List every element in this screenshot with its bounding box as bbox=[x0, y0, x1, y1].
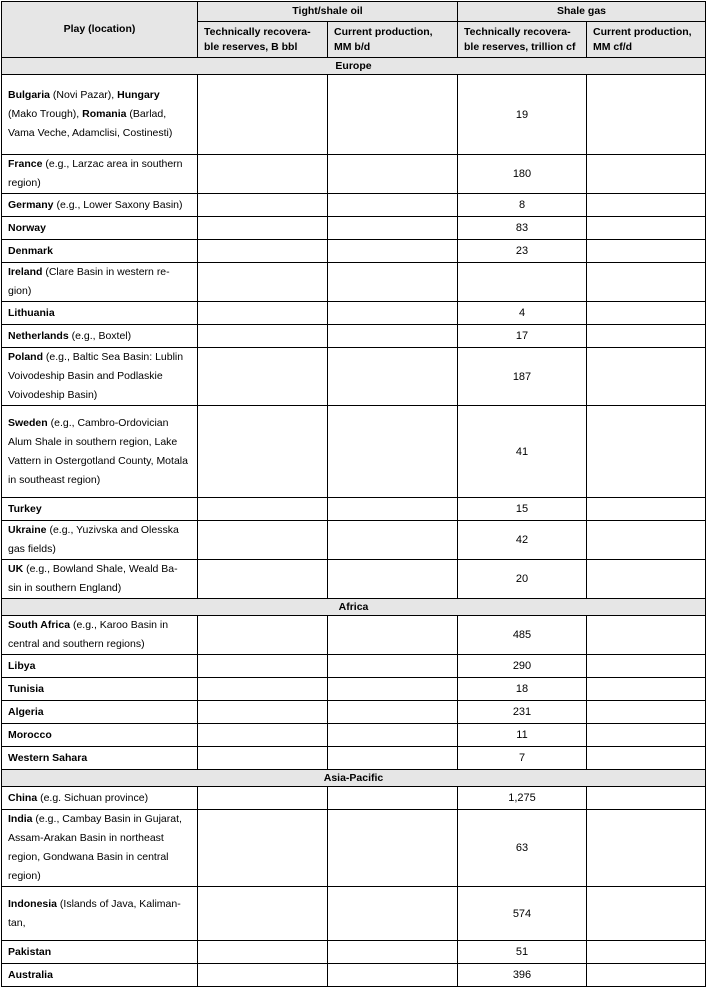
oil-production-cell bbox=[328, 240, 458, 263]
country-name: Libya bbox=[8, 659, 36, 672]
oil-production-cell bbox=[328, 701, 458, 724]
country-name: Pakistan bbox=[8, 945, 52, 958]
gas-reserves-cell: 15 bbox=[458, 498, 587, 521]
gas-production-cell bbox=[587, 302, 706, 325]
oil-production-cell bbox=[328, 678, 458, 701]
table-row bbox=[2, 887, 706, 941]
play-detail: (e.g., Lower Saxony Basin) bbox=[53, 198, 183, 211]
table-row bbox=[2, 263, 706, 302]
play-location-cell bbox=[2, 655, 198, 678]
table-row bbox=[2, 406, 706, 498]
oil-reserves-cell bbox=[198, 616, 328, 655]
table-body bbox=[2, 58, 706, 987]
oil-reserves-cell bbox=[198, 155, 328, 194]
play-location-cell bbox=[2, 155, 198, 194]
oil-production-cell bbox=[328, 964, 458, 987]
oil-reserves-cell bbox=[198, 787, 328, 810]
oil-production-cell bbox=[328, 810, 458, 887]
oil-reserves-cell bbox=[198, 724, 328, 747]
oil-production-cell bbox=[328, 887, 458, 941]
region-label: Asia-Pacific bbox=[2, 770, 706, 787]
play-location-cell bbox=[2, 747, 198, 770]
oil-production-cell bbox=[328, 498, 458, 521]
oil-reserves-cell bbox=[198, 75, 328, 155]
table-row bbox=[2, 348, 706, 406]
oil-production-cell bbox=[328, 560, 458, 599]
gas-production-cell bbox=[587, 406, 706, 498]
oil-production-cell bbox=[328, 217, 458, 240]
gas-production-cell bbox=[587, 498, 706, 521]
table-row bbox=[2, 964, 706, 987]
country-name: Indonesia bbox=[8, 897, 58, 910]
shale-reserves-table bbox=[1, 1, 706, 987]
gas-reserves-cell: 1,275 bbox=[458, 787, 587, 810]
gas-production-cell bbox=[587, 616, 706, 655]
oil-reserves-cell bbox=[198, 941, 328, 964]
country-name: Germany bbox=[8, 198, 54, 211]
play-location-cell bbox=[2, 217, 198, 240]
header-shale-gas: Shale gas bbox=[458, 2, 706, 22]
table-row bbox=[2, 616, 706, 655]
country-name: Morocco bbox=[8, 728, 52, 741]
gas-reserves-cell: 574 bbox=[458, 887, 587, 941]
table-row bbox=[2, 498, 706, 521]
gas-reserves-cell: 17 bbox=[458, 325, 587, 348]
gas-production-cell bbox=[587, 217, 706, 240]
play-detail: (Barlad, Vama Veche, Adamclisi, Costinesti) bbox=[8, 108, 173, 139]
play-location-cell bbox=[2, 560, 198, 599]
country-name: Turkey bbox=[8, 502, 42, 515]
play-detail: (e.g. Sichuan province) bbox=[37, 791, 149, 804]
gas-reserves-cell: 11 bbox=[458, 724, 587, 747]
region-row bbox=[2, 58, 706, 75]
oil-production-cell bbox=[328, 194, 458, 217]
play-detail: (e.g., Yuzivska and Olesska gas fields) bbox=[8, 524, 179, 555]
country-name: Romania bbox=[82, 108, 127, 120]
oil-reserves-cell bbox=[198, 560, 328, 599]
oil-reserves-cell bbox=[198, 217, 328, 240]
gas-production-cell bbox=[587, 655, 706, 678]
gas-reserves-cell: 4 bbox=[458, 302, 587, 325]
play-location-cell bbox=[2, 616, 198, 655]
gas-production-cell bbox=[587, 964, 706, 987]
play-detail: (e.g., Cambay Basin in Gujarat, Assam-Arakan Basin in northeast region, Gondwana Basin in central region) bbox=[8, 813, 182, 882]
oil-production-cell bbox=[328, 155, 458, 194]
gas-production-cell bbox=[587, 810, 706, 887]
oil-reserves-cell bbox=[198, 240, 328, 263]
gas-reserves-cell: 83 bbox=[458, 217, 587, 240]
header-tight-shale-oil: Tight/shale oil bbox=[198, 2, 458, 22]
oil-reserves-cell bbox=[198, 348, 328, 406]
gas-production-cell bbox=[587, 194, 706, 217]
oil-production-cell bbox=[328, 325, 458, 348]
oil-reserves-cell bbox=[198, 701, 328, 724]
gas-production-cell bbox=[587, 521, 706, 560]
play-detail: (e.g., Larzac area in southern region) bbox=[8, 158, 183, 189]
oil-production-cell bbox=[328, 941, 458, 964]
gas-reserves-cell: 19 bbox=[458, 75, 587, 155]
country-name: Western Sahara bbox=[8, 751, 88, 764]
gas-reserves-cell: 18 bbox=[458, 678, 587, 701]
gas-production-cell bbox=[587, 560, 706, 599]
gas-reserves-cell: 396 bbox=[458, 964, 587, 987]
play-location-cell bbox=[2, 887, 198, 941]
oil-production-cell bbox=[328, 747, 458, 770]
table-row bbox=[2, 678, 706, 701]
header-oil-reserves: Technically recovera-ble reserves, B bbl bbox=[198, 22, 328, 58]
play-location-cell bbox=[2, 521, 198, 560]
oil-reserves-cell bbox=[198, 678, 328, 701]
oil-production-cell bbox=[328, 521, 458, 560]
table-row bbox=[2, 240, 706, 263]
oil-reserves-cell bbox=[198, 325, 328, 348]
oil-production-cell bbox=[328, 302, 458, 325]
oil-reserves-cell bbox=[198, 406, 328, 498]
country-name: France bbox=[8, 158, 43, 170]
table-row bbox=[2, 194, 706, 217]
gas-reserves-cell: 41 bbox=[458, 406, 587, 498]
country-name: China bbox=[8, 791, 38, 804]
country-name: Denmark bbox=[8, 244, 53, 257]
gas-production-cell bbox=[587, 325, 706, 348]
table-row bbox=[2, 521, 706, 560]
play-detail: (e.g., Bowland Shale, Weald Ba-sin in southern England) bbox=[8, 563, 178, 594]
table-row bbox=[2, 155, 706, 194]
table-row bbox=[2, 787, 706, 810]
country-name: India bbox=[8, 813, 33, 825]
play-location-cell bbox=[2, 348, 198, 406]
oil-reserves-cell bbox=[198, 747, 328, 770]
play-detail: (Clare Basin in western re-gion) bbox=[8, 266, 170, 297]
play-location-cell bbox=[2, 325, 198, 348]
gas-production-cell bbox=[587, 941, 706, 964]
gas-production-cell bbox=[587, 701, 706, 724]
table-row bbox=[2, 810, 706, 887]
gas-production-cell bbox=[587, 724, 706, 747]
country-name: Australia bbox=[8, 968, 53, 981]
table-row bbox=[2, 655, 706, 678]
oil-reserves-cell bbox=[198, 887, 328, 941]
gas-reserves-cell: 8 bbox=[458, 194, 587, 217]
oil-reserves-cell bbox=[198, 521, 328, 560]
oil-production-cell bbox=[328, 724, 458, 747]
table-row bbox=[2, 701, 706, 724]
country-name: South Africa bbox=[8, 619, 71, 631]
table-row bbox=[2, 325, 706, 348]
gas-production-cell bbox=[587, 787, 706, 810]
gas-production-cell bbox=[587, 678, 706, 701]
play-detail: (e.g., Cambro-Ordovician Alum Shale in southern region, Lake Vattern in Ostergotland County, Motala in southeast region) bbox=[8, 416, 188, 486]
country-name: Hungary bbox=[117, 89, 160, 101]
oil-reserves-cell bbox=[198, 810, 328, 887]
gas-reserves-cell: 20 bbox=[458, 560, 587, 599]
header-oil-production: Current production, MM b/d bbox=[328, 22, 458, 58]
country-name: Norway bbox=[8, 221, 46, 234]
oil-production-cell bbox=[328, 787, 458, 810]
play-location-cell bbox=[2, 678, 198, 701]
play-detail: (e.g., Baltic Sea Basin: Lublin Voivodeship Basin and Podlaskie Voivodeship Basin) bbox=[8, 351, 184, 401]
table-row bbox=[2, 724, 706, 747]
oil-reserves-cell bbox=[198, 964, 328, 987]
oil-production-cell bbox=[328, 348, 458, 406]
gas-reserves-cell: 485 bbox=[458, 616, 587, 655]
country-name: Ukraine bbox=[8, 524, 47, 536]
oil-reserves-cell bbox=[198, 263, 328, 302]
oil-production-cell bbox=[328, 406, 458, 498]
region-label: Africa bbox=[2, 599, 706, 616]
country-name: Algeria bbox=[8, 705, 44, 718]
oil-production-cell bbox=[328, 616, 458, 655]
oil-reserves-cell bbox=[198, 302, 328, 325]
gas-reserves-cell: 23 bbox=[458, 240, 587, 263]
gas-reserves-cell: 231 bbox=[458, 701, 587, 724]
header-play-location: Play (location) bbox=[2, 2, 198, 58]
oil-production-cell bbox=[328, 263, 458, 302]
gas-production-cell bbox=[587, 263, 706, 302]
gas-reserves-cell: 290 bbox=[458, 655, 587, 678]
country-name: UK bbox=[8, 563, 24, 575]
gas-production-cell bbox=[587, 75, 706, 155]
table-row bbox=[2, 217, 706, 240]
play-location-cell bbox=[2, 75, 198, 155]
play-detail: (e.g., Karoo Basin in central and southern regions) bbox=[8, 619, 169, 650]
oil-reserves-cell bbox=[198, 194, 328, 217]
play-detail: (Islands of Java, Kaliman-tan, bbox=[8, 897, 181, 929]
gas-production-cell bbox=[587, 240, 706, 263]
play-location-cell bbox=[2, 498, 198, 521]
play-location-cell bbox=[2, 701, 198, 724]
oil-production-cell bbox=[328, 75, 458, 155]
play-detail: (e.g., Boxtel) bbox=[68, 329, 132, 342]
country-name: Poland bbox=[8, 351, 44, 363]
play-location-cell bbox=[2, 941, 198, 964]
play-location-cell bbox=[2, 964, 198, 987]
oil-reserves-cell bbox=[198, 498, 328, 521]
play-location-cell bbox=[2, 240, 198, 263]
play-location-cell bbox=[2, 302, 198, 325]
play-location-cell bbox=[2, 724, 198, 747]
country-name: Netherlands bbox=[8, 329, 69, 342]
header-gas-reserves: Technically recovera-ble reserves, trillion cf bbox=[458, 22, 587, 58]
table-row bbox=[2, 747, 706, 770]
gas-production-cell bbox=[587, 747, 706, 770]
gas-reserves-cell: 42 bbox=[458, 521, 587, 560]
table-row bbox=[2, 75, 706, 155]
play-location-cell bbox=[2, 810, 198, 887]
region-row bbox=[2, 770, 706, 787]
gas-reserves-cell bbox=[458, 263, 587, 302]
gas-reserves-cell: 180 bbox=[458, 155, 587, 194]
oil-production-cell bbox=[328, 655, 458, 678]
table-row bbox=[2, 941, 706, 964]
gas-reserves-cell: 7 bbox=[458, 747, 587, 770]
play-detail: (Novi Pazar), bbox=[50, 89, 118, 101]
region-label: Europe bbox=[2, 58, 706, 75]
country-name: Bulgaria bbox=[8, 89, 51, 101]
gas-production-cell bbox=[587, 155, 706, 194]
table-row bbox=[2, 302, 706, 325]
table-row bbox=[2, 560, 706, 599]
country-name: Lithuania bbox=[8, 306, 55, 319]
play-location-cell bbox=[2, 194, 198, 217]
region-row bbox=[2, 599, 706, 616]
gas-reserves-cell: 63 bbox=[458, 810, 587, 887]
gas-reserves-cell: 51 bbox=[458, 941, 587, 964]
header-row-1 bbox=[2, 2, 706, 22]
play-location-cell bbox=[2, 787, 198, 810]
play-location-cell bbox=[2, 263, 198, 302]
gas-production-cell bbox=[587, 887, 706, 941]
country-name: Sweden bbox=[8, 416, 48, 429]
header-gas-production: Current production, MM cf/d bbox=[587, 22, 706, 58]
play-detail: (Mako Trough), bbox=[8, 108, 83, 120]
play-location-cell bbox=[2, 406, 198, 498]
country-name: Tunisia bbox=[8, 682, 44, 695]
oil-reserves-cell bbox=[198, 655, 328, 678]
country-name: Ireland bbox=[8, 266, 43, 278]
gas-reserves-cell: 187 bbox=[458, 348, 587, 406]
gas-production-cell bbox=[587, 348, 706, 406]
